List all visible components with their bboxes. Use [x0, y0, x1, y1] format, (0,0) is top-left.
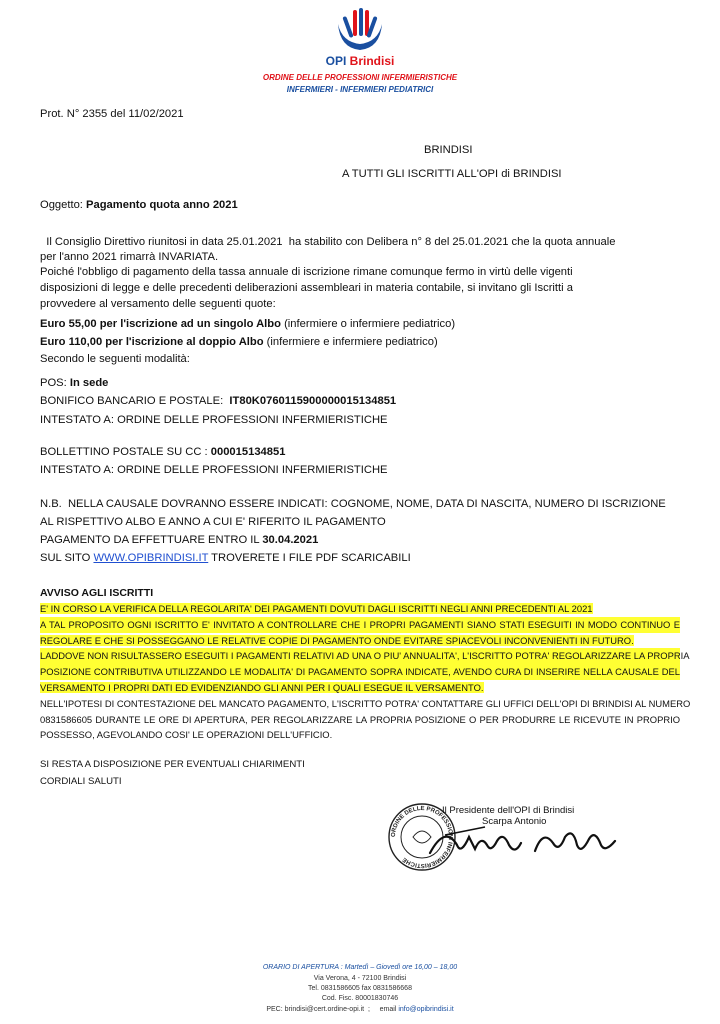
website-link[interactable]: WWW.OPIBRINDISI.IT	[93, 552, 209, 564]
deadline-date: 30.04.2021	[262, 534, 319, 546]
notice-highlight-2a: A TAL PROPOSITO OGNI ISCRITTO E' INVITATO A CONTROLLARE CHE I PROPRI PAGAMENTI SIANO STATI ESEGUITI IN MODO CONTINUO E	[40, 617, 680, 633]
deadline-label: PAGAMENTO DA EFFETTUARE ENTRO IL	[40, 534, 263, 546]
footer-phone: Tel. 0831586605 fax 0831586668	[308, 985, 412, 992]
body-p2-line2: disposizioni di legge e delle precedenti deliberazioni assembleari in materia contabile, si invitano gli Iscritti a	[40, 282, 573, 294]
notice-highlight-3a: LADDOVE NON RISULTASSERO ESEGUITI I PAGAMENTI RELATIVI AD UNA O PIU' ANNUALITA', L'ISCRITTO POTRA' REGOLARIZZARE LA PROPRIA	[40, 648, 680, 664]
notice-line-4a: NELL'IPOTESI DI CONTESTAZIONE DEL MANCATO PAGAMENTO, L'ISCRITTO POTRA' CONTATTARE GLI UFFICI DELL'OPI DI BRINDISI AL NUMERO	[40, 697, 691, 709]
postal-cc: 000015134851	[210, 446, 286, 458]
bank-label: BONIFICO BANCARIO E POSTALE:	[40, 395, 230, 407]
signature-title: Il Presidente dell'OPI di Brindisi	[442, 805, 575, 816]
footer-address: Via Verona, 4 - 72100 Brindisi	[313, 975, 407, 982]
closing-line2: CORDIALI SALUTI	[40, 776, 122, 787]
bank-holder: INTESTATO A: ORDINE DELLE PROFESSIONI INFERMIERISTICHE	[40, 414, 388, 426]
postal-label: BOLLETTINO POSTALE SU CC :	[40, 446, 211, 458]
nb-deadline	[40, 533, 318, 548]
footer-fiscal: Cod. Fisc. 80001830746	[321, 995, 399, 1002]
pec-label: PEC:	[266, 1006, 285, 1013]
opi-logo-icon	[330, 4, 390, 54]
recipient-city: BRINDISI	[424, 144, 473, 156]
body-p1-line2: per l'anno 2021 rimarrà INVARIATA.	[40, 251, 219, 263]
org-city: Brindisi	[349, 54, 395, 68]
bank-iban: IT80K0760115900000015134851	[229, 395, 397, 407]
payment-postal	[40, 445, 285, 460]
modes-intro: Secondo le seguenti modalità:	[40, 353, 190, 365]
payment-pos	[40, 376, 108, 391]
pos-value: In sede	[69, 377, 109, 389]
notice-highlight-3c: VERSAMENTO I PROPRI DATI ED EVIDENZIANDO GLI ANNI PER I QUALI ESEGUE IL VERSAMENTO.	[40, 681, 484, 693]
site-post: TROVERETE I FILE PDF SCARICABILI	[208, 552, 411, 564]
notice-line-4c: POSSESSO, AGEVOLANDO COSI' LE OPERAZIONI DELL'UFFICIO.	[40, 729, 333, 741]
signature-name: Scarpa Antonio	[482, 816, 547, 827]
org-full-name: ORDINE DELLE PROFESSIONI INFERMIERISTICHE	[262, 73, 458, 82]
org-short: OPI	[325, 54, 347, 68]
nb-line1: N.B. NELLA CAUSALE DOVRANNO ESSERE INDICATI: COGNOME, NOME, DATA DI NASCITA, NUMERO DI ISCRIZIONE	[40, 498, 666, 510]
fee-double-note: (infermiere e infermiere pediatrico)	[263, 336, 438, 348]
subject-line	[40, 198, 238, 213]
handwritten-signature-icon	[425, 815, 625, 865]
notice-highlight-2b: REGOLARE E CHE SI POSSEGGANO LE RELATIVE COPIE DI PAGAMENTO ONDE EVITARE SPIACEVOLI INCONVENIENTI IN FUTURO.	[40, 634, 634, 646]
postal-holder: INTESTATO A: ORDINE DELLE PROFESSIONI INFERMIERISTICHE	[40, 464, 388, 476]
site-pre: SUL SITO	[40, 552, 94, 564]
fee-single	[40, 317, 455, 332]
fee-single-note: (infermiere o infermiere pediatrico)	[280, 318, 456, 330]
pec-address[interactable]: brindisi@cert.ordine-opi.it	[284, 1006, 365, 1013]
payment-bank	[40, 394, 396, 409]
stamp-text: ORDINE DELLE PROFESSIONI INFERMIERISTICHE	[390, 805, 454, 869]
body-p1-line1: Il Consiglio Direttivo riunitosi in data 25.01.2021 ha stabilito con Delibera n° 8 del 25.01.2021 che la quota annuale	[40, 236, 616, 248]
org-name	[0, 54, 720, 68]
nb-website	[40, 551, 411, 566]
subject-label: Oggetto:	[40, 199, 87, 211]
subject-text: Pagamento quota anno 2021	[86, 199, 238, 211]
body-p2-line3: provvedere al versamento delle seguenti quote:	[40, 298, 276, 310]
pos-label: POS:	[40, 377, 70, 389]
notice-highlight-3b: POSIZIONE CONTRIBUTIVA UTILIZZANDO LE MODALITA' DI PAGAMENTO SOPRA INDICATE, AVENDO CURA DI INSERIRE NELLA CAUSALE DEL	[40, 664, 680, 680]
fee-double	[40, 335, 438, 350]
protocol-number: Prot. N° 2355 del 11/02/2021	[40, 108, 184, 120]
closing-line1: SI RESTA A DISPOSIZIONE PER EVENTUALI CHIARIMENTI	[40, 759, 305, 770]
fee-double-amount: Euro 110,00 per l'iscrizione al doppio Albo	[40, 336, 264, 348]
fee-single-amount: Euro 55,00 per l'iscrizione ad un singolo Albo	[40, 318, 281, 330]
notice-body	[40, 601, 691, 743]
nb-line2: AL RISPETTIVO ALBO E ANNO A CUI E' RIFERITO IL PAGAMENTO	[40, 516, 386, 528]
notice-title: AVVISO AGLI ISCRITTI	[40, 587, 154, 599]
contact-separator: ; email	[364, 1006, 399, 1013]
footer-contacts	[0, 1005, 720, 1015]
org-subtitle: INFERMIERI - INFERMIERI PEDIATRICI	[286, 85, 434, 94]
notice-highlight-1: E' IN CORSO LA VERIFICA DELLA REGOLARITA' DEI PAGAMENTI DOVUTI DAGLI ISCRITTI NEGLI ANNI PRECEDENTI AL 2021	[40, 603, 593, 614]
opening-hours: ORARIO DI APERTURA : Martedì – Giovedì ore 16,00 – 18,00	[262, 964, 458, 971]
body-p2-line1: Poiché l'obbligo di pagamento della tassa annuale di iscrizione rimane comunque fermo in virtù delle vigenti	[40, 266, 573, 278]
footer-hours	[0, 963, 720, 973]
recipient-line: A TUTTI GLI ISCRITTI ALL'OPI di BRINDISI	[342, 168, 562, 180]
email-address[interactable]: info@opibrindisi.it	[398, 1006, 454, 1013]
notice-line-4b: 0831586605 DURANTE LE ORE DI APERTURA, PER REGOLARIZZARE LA PROPRIA POSIZIONE O PER PRODURRE LE RICEVUTE IN PROPRIO	[40, 713, 680, 725]
